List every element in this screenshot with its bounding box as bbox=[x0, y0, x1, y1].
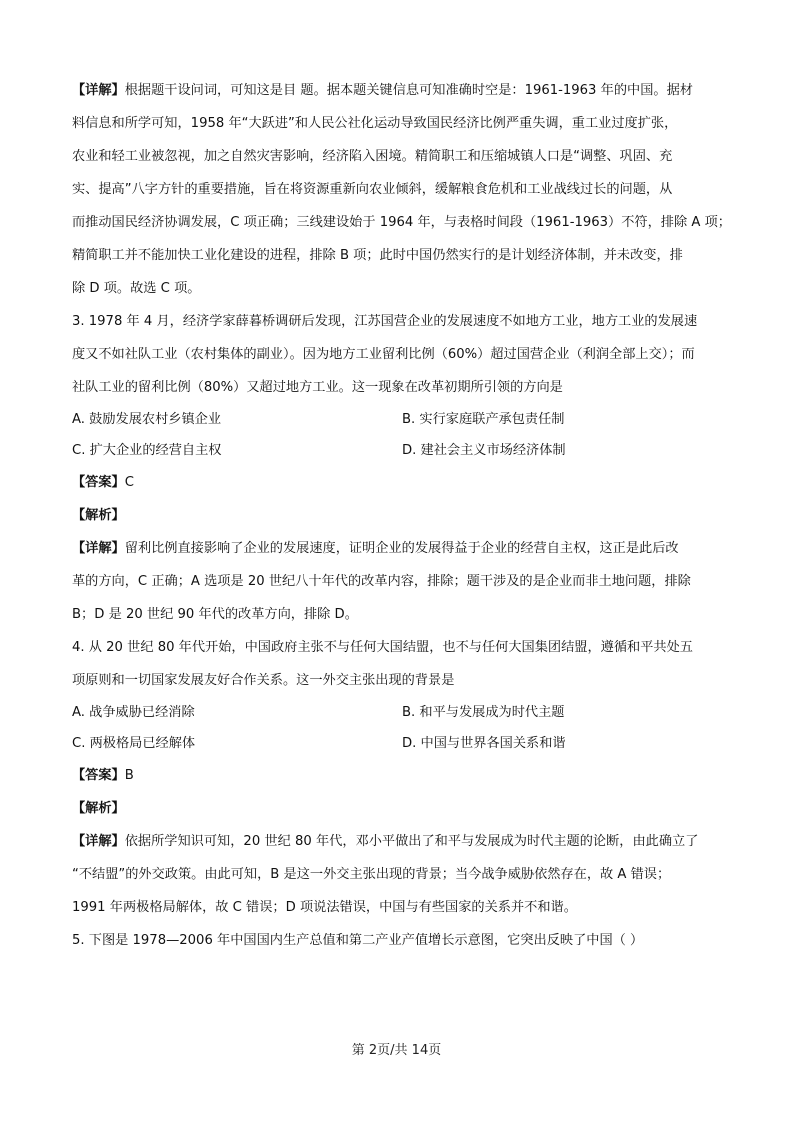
page-content bbox=[72, 74, 732, 957]
q3-detail-line-3: B；D 是 20 世纪 90 年代的改革方向，排除 D。 bbox=[72, 607, 358, 622]
q3-option-b: B. 实行家庭联产承包责任制 bbox=[402, 412, 565, 427]
q4-analysis-heading bbox=[72, 792, 732, 825]
q3-options-row-2 bbox=[72, 435, 732, 466]
q4-stem-line-1: 4. 从 20 世纪 80 年代开始，中国政府主张不与任何大国结盟，也不与任何大国集团结盟，遵循和平共处五 bbox=[72, 640, 693, 655]
answer-value: C bbox=[124, 475, 134, 490]
detail-tag: 【详解】 bbox=[72, 541, 125, 556]
q4-option-d: D. 中国与世界各国关系和谐 bbox=[402, 736, 566, 751]
q2-detail-line-7: 除 D 项。故选 C 项。 bbox=[72, 281, 201, 296]
q3-options-row-1 bbox=[72, 404, 732, 435]
q3-detail-line-1 bbox=[72, 532, 732, 565]
q2-detail-line-2: 料信息和所学可知，1958 年“大跃进”和人民公社化运动导致国民经济比例严重失调，重工业过度扩张， bbox=[72, 116, 678, 131]
q4-detail-line-1 bbox=[72, 825, 732, 858]
detail-text: 留利比例直接影响了企业的发展速度，证明企业的发展得益于企业的经营自主权，这正是此后改 bbox=[124, 541, 679, 556]
q3-detail-line-2: 革的方向，C 正确；A 选项是 20 世纪八十年代的改革内容，排除；题干涉及的是企业而非土地问题，排除 bbox=[72, 574, 691, 589]
answer-tag: 【答案】 bbox=[72, 475, 125, 490]
analysis-tag: 【解析】 bbox=[72, 801, 125, 816]
detail-text: 根据题干设问词，可知这是目 题。据本题关键信息可知准确时空是：1961-1963 年的中国。据材 bbox=[124, 83, 693, 98]
answer-value: B bbox=[124, 768, 134, 783]
q4-answer bbox=[72, 759, 732, 792]
page-footer: 第 2页/共 14页 bbox=[351, 1043, 442, 1058]
q2-detail-line-4: 实、提高”八字方针的重要措施，旨在将资源重新向农业倾斜，缓解粮食危机和工业战线过长的问题，从 bbox=[72, 182, 673, 197]
q4-stem-line-2: 项原则和一切国家发展友好合作关系。这一外交主张出现的背景是 bbox=[72, 673, 455, 688]
q3-analysis-heading bbox=[72, 499, 732, 532]
q4-options-row-1 bbox=[72, 697, 732, 728]
q3-stem-line-1: 3. 1978 年 4 月，经济学家薛暮桥调研后发现，江苏国营企业的发展速度不如地方工业，地方工业的发展速 bbox=[72, 314, 698, 329]
q5-stem-line-1: 5. 下图是 1978—2006 年中国国内生产总值和第二产业产值增长示意图，它突出反映了中国（ ） bbox=[72, 933, 644, 948]
detail-tag: 【详解】 bbox=[72, 83, 125, 98]
q4-options-row-2 bbox=[72, 728, 732, 759]
q4-option-c: C. 两极格局已经解体 bbox=[72, 736, 196, 751]
q2-detail-line-5: 而推动国民经济协调发展，C 项正确；三线建设始于 1964 年，与表格时间段（1961-1963）不符，排除 A 项； bbox=[72, 215, 731, 230]
q2-detail-line-1 bbox=[72, 74, 732, 107]
q4-detail-line-3: 1991 年两极格局解体，故 C 错误；D 项说法错误，中国与有些国家的关系并不和谐。 bbox=[72, 900, 577, 915]
q2-detail-line-3: 农业和轻工业被忽视，加之自然灾害影响，经济陷入困境。精简职工和压缩城镇人口是“调整、巩固、充 bbox=[72, 149, 673, 164]
q3-option-d: D. 建社会主义市场经济体制 bbox=[402, 443, 566, 458]
answer-tag: 【答案】 bbox=[72, 768, 125, 783]
q3-option-a: A. 鼓励发展农村乡镇企业 bbox=[72, 412, 222, 427]
detail-tag: 【详解】 bbox=[72, 834, 125, 849]
q2-detail-line-6: 精简职工并不能加快工业化建设的进程，排除 B 项；此时中国仍然实行的是计划经济体制，并未改变，排 bbox=[72, 248, 683, 263]
detail-text: 依据所学知识可知，20 世纪 80 年代，邓小平做出了和平与发展成为时代主题的论断，由此确立了 bbox=[124, 834, 699, 849]
q4-option-b: B. 和平与发展成为时代主题 bbox=[402, 705, 565, 720]
q3-option-c: C. 扩大企业的经营自主权 bbox=[72, 443, 222, 458]
q3-stem-line-2: 度又不如社队工业（农村集体的副业）。因为地方工业留利比例（60%）超过国营企业（利润全部上交）；而 bbox=[72, 347, 695, 362]
q4-option-a: A. 战争威胁已经消除 bbox=[72, 705, 195, 720]
q3-stem-line-3: 社队工业的留利比例（80%）又超过地方工业。这一现象在改革初期所引领的方向是 bbox=[72, 380, 563, 395]
q3-answer bbox=[72, 466, 732, 499]
analysis-tag: 【解析】 bbox=[72, 508, 125, 523]
q4-detail-line-2: “不结盟”的外交政策。由此可知，B 是这一外交主张出现的背景；当今战争威胁依然存在，故 A 错误； bbox=[72, 867, 671, 882]
